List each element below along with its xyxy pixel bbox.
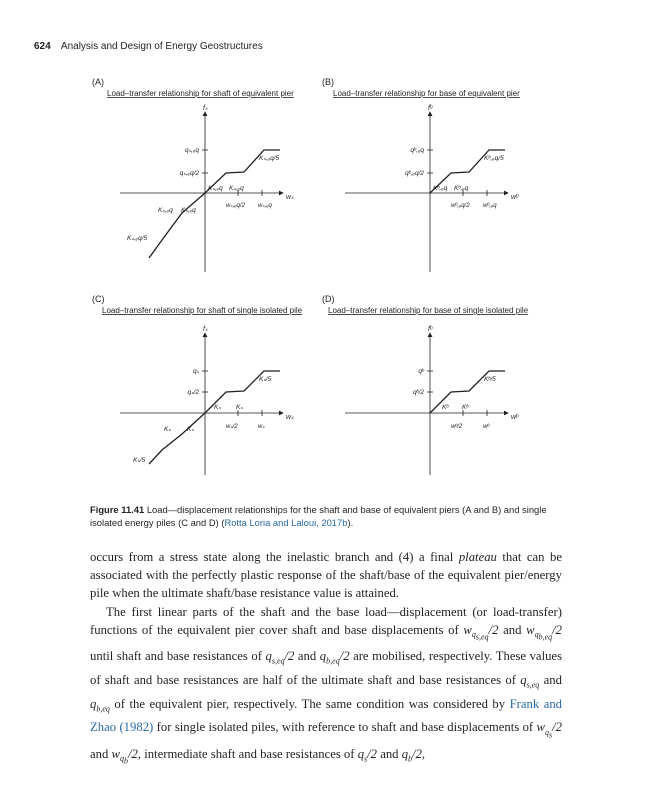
panel-c-q-top: qₛ xyxy=(192,368,199,375)
panel-a xyxy=(92,77,294,272)
panel-c-curve xyxy=(149,371,280,464)
p2-g: of the equivalent pier, respectively. The same condition was considered by xyxy=(114,696,506,711)
panel-c-k-mid-a: Kₛ xyxy=(214,404,221,411)
panel-a-k-neg-b: Kₛ,ₑq xyxy=(181,207,196,214)
caption-end: ). xyxy=(347,517,354,528)
panel-c xyxy=(92,294,303,475)
panel-c-q-half: qₛ/2 xyxy=(187,389,199,396)
math-qseq: $q_{s,eq}$ xyxy=(520,672,540,690)
p1-text: occurs from a stress state along the inelastic branch and (4) a final xyxy=(90,550,454,564)
panel-b-w-half: wᵇ,ₑq/2 xyxy=(451,203,470,209)
panel-a-k-neg-a: Kₛ,ₑq xyxy=(158,207,173,214)
panel-a-k-mid-b: Kₛ,ₑq xyxy=(229,185,244,192)
math-w-qbeq-half: $w_{q_{b,eq}}/2$ xyxy=(526,622,562,642)
p2-d: and xyxy=(297,649,317,664)
page-number: 624 xyxy=(34,41,51,52)
math-qbeq-half: $q_{b,eq}/2$ xyxy=(319,649,350,666)
math-qseq-half: $q_{s,eq}/2$ xyxy=(265,649,295,666)
panel-a-k-top: Kₛ,ₑq/5 xyxy=(259,155,280,162)
panel-d-title: Load–transfer relationship for base of single isolated pile xyxy=(328,306,529,315)
figure-caption xyxy=(90,503,560,529)
panel-a-q-top: qₛ,ₑq xyxy=(185,147,199,154)
panel-d-k-top: Kᵇ/5 xyxy=(484,376,496,383)
panel-b-letter: (B) xyxy=(322,77,334,87)
math-w-qb-half: $w_{q_b}/2$ xyxy=(111,746,138,766)
panel-c-w-full: wₛ xyxy=(258,424,265,430)
panel-d-letter: (D) xyxy=(322,294,335,304)
panel-c-w-half: wₛ/2 xyxy=(226,424,238,430)
panel-d-x-label: wᵇ xyxy=(511,414,519,421)
p1-end: that can be associated with the perfectly plastic response of the shaft/base of the equivalent pier/energy pile when the ultimate shaft/base resistance value is attained. xyxy=(90,550,562,601)
panel-b-k-mid-b: Kᵇ,ₑq xyxy=(454,185,469,192)
panel-d xyxy=(322,294,529,475)
math-w-qs-half: $w_{q_s}/2$ xyxy=(536,720,562,740)
caption-text: Load—displacement relationships for the shaft and base of equivalent piers (A and B) and single isolated energy piles (C and D) ( xyxy=(90,504,547,528)
running-title: Analysis and Design of Energy Geostructures xyxy=(60,41,263,52)
panel-a-q-half: qₛ,ₑq/2 xyxy=(179,170,199,177)
panel-d-k-mid-a: Kᵇ xyxy=(442,404,449,411)
panel-a-letter: (A) xyxy=(92,77,104,87)
panel-a-k-bottom: Kₛ,ₑq/5 xyxy=(127,235,148,242)
panel-c-letter: (C) xyxy=(92,294,105,304)
p2-i: and xyxy=(90,746,109,761)
caption-citation-link[interactable]: Rotta Loria and Laloui, 2017b xyxy=(224,517,348,528)
panel-c-k-top: Kₛ/5 xyxy=(259,376,272,383)
p2-c: until shaft and base resistances of xyxy=(90,649,262,664)
panel-d-w-half: wᵇ/2 xyxy=(451,424,463,430)
p2-e: are mobilised, respectively. These values of shaft and base resistances are half of the ultimate shaft and base resistances of xyxy=(90,649,563,687)
panel-a-x-label: wₛ xyxy=(286,194,294,201)
paragraph-2 xyxy=(90,603,562,771)
p2-f: and xyxy=(543,672,562,687)
body-text xyxy=(90,548,562,771)
panel-c-x-label: wₛ xyxy=(286,414,294,421)
panel-d-q-half: qᵇ/2 xyxy=(412,389,424,396)
panel-d-q-top: qᵇ xyxy=(418,368,424,375)
panel-d-w-full: wᵇ xyxy=(483,424,490,430)
p2-h: for single isolated piles, with reference to shaft and base displacements of xyxy=(156,720,534,735)
p2-k: and xyxy=(380,746,399,761)
p2-j: , intermediate shaft and base resistances of xyxy=(137,746,355,761)
panel-a-y-label: fₛ xyxy=(203,105,208,112)
panel-b-title: Load–transfer relationship for base of equivalent pier xyxy=(333,89,520,98)
body-citation-link[interactable]: Frank and Zhao (1982) xyxy=(90,696,563,735)
panel-c-title: Load–transfer relationship for shaft of single isolated pile xyxy=(102,306,303,315)
math-qbeq: $q_{b,eq}$ xyxy=(90,696,110,714)
panel-b xyxy=(322,77,520,272)
panel-a-k-mid-a: Kₛ,ₑq xyxy=(208,185,223,192)
paragraph-1 xyxy=(90,548,562,603)
panel-b-k-top: Kᵇ,ₑq/5 xyxy=(484,155,504,162)
panel-a-title: Load–transfer relationship for shaft of equivalent pier xyxy=(107,89,294,98)
p1-emphasis: plateau xyxy=(458,550,497,564)
panel-b-w-full: wᵇ,ₑq xyxy=(483,203,497,209)
panel-b-y-label: fᵇ xyxy=(428,105,433,112)
panel-c-k-neg-a: Kₛ xyxy=(164,426,171,433)
caption-label: Figure 11.41 xyxy=(90,504,145,515)
math-qb-half: $q_b/2$ xyxy=(401,746,422,764)
panel-d-k-mid-b: Kᵇ xyxy=(462,404,469,411)
panel-c-k-mid-b: Kₛ xyxy=(236,404,243,411)
math-w-qseq-half: $w_{q_{s,eq}}/2$ xyxy=(463,622,499,642)
panel-b-x-label: wᵇ xyxy=(511,194,519,201)
panel-a-w-half: wₛ,ₑq/2 xyxy=(226,203,245,209)
p2-a: The first linear parts of the shaft and the base load—displacement (or load-transfer) functions of the equivalent pier cover shaft and base displacements of xyxy=(90,604,562,637)
panel-b-k-mid-a: Kᵇ,ₑq xyxy=(433,185,448,192)
panel-c-k-bottom: Kₛ/5 xyxy=(133,457,146,464)
panel-b-q-half: qᵇ,ₑq/2 xyxy=(405,170,424,177)
math-qs-half: $q_s/2$ xyxy=(357,746,378,764)
panel-c-y-label: fₛ xyxy=(203,326,208,333)
panel-d-y-label: fᵇ xyxy=(428,326,433,333)
p2-l: , xyxy=(421,746,426,761)
panel-c-k-neg-b: Kₛ xyxy=(187,426,194,433)
p2-b: and xyxy=(503,622,522,637)
panel-b-q-top: qᵇ,ₑq xyxy=(410,147,424,154)
panel-a-w-full: wₛ,ₑq xyxy=(258,203,272,209)
